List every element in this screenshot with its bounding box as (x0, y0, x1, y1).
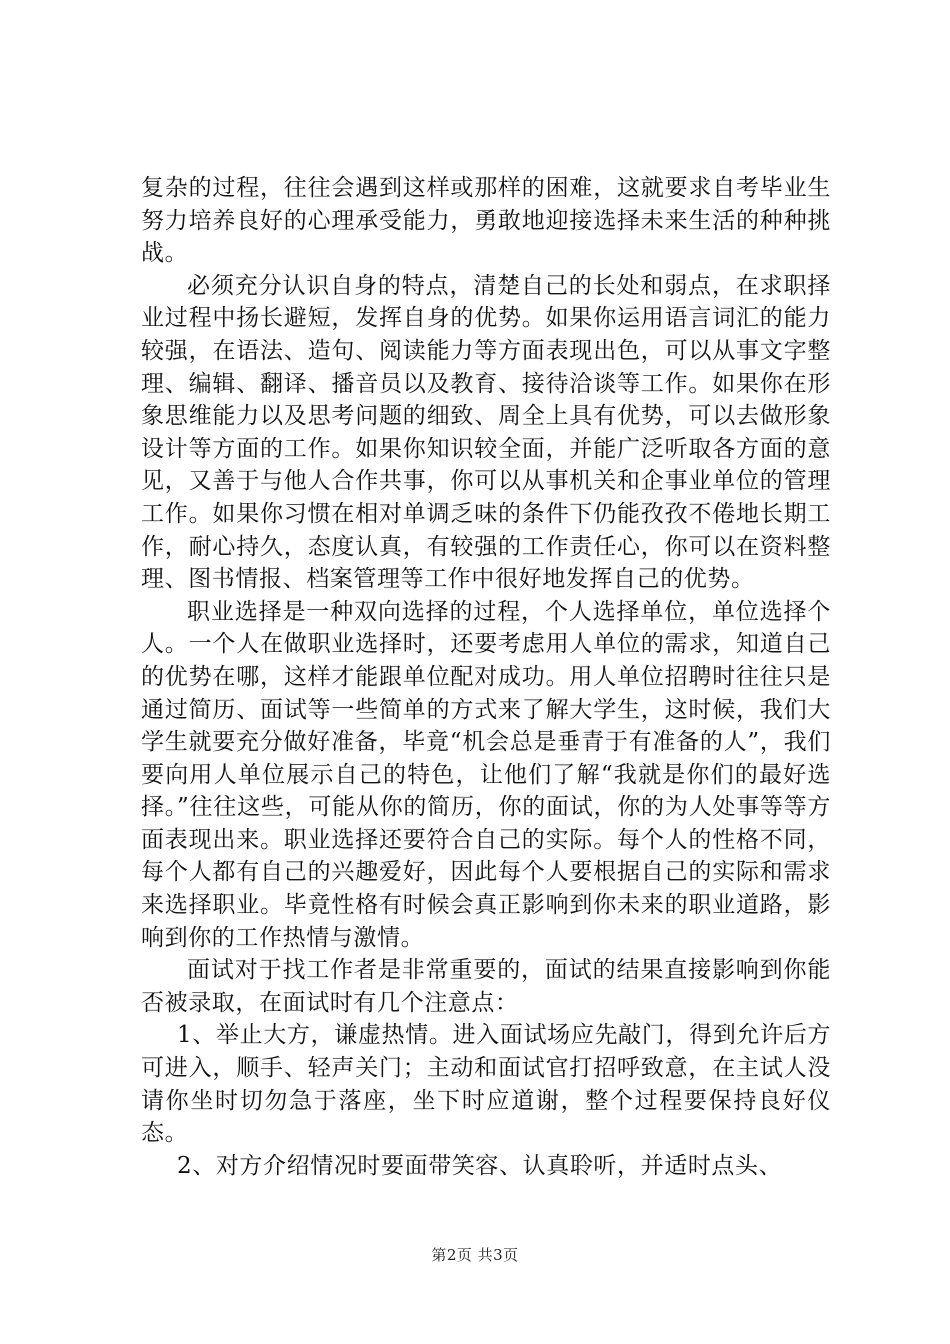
paragraph-self-awareness: 必须充分认识自身的特点，清楚自己的长处和弱点，在求职择业过程中扬长避短，发挥自身的优势。如果你运用语言词汇的能力较强，在语法、造句、阅读能力等方面表现出色，可以从事文字整理、编辑、翻译、播音员以及教育、接待洽谈等工作。如果你在形象思维能力以及思考问题的细致、周全上具有优势，可以去做形象设计等方面的工作。如果你知识较全面，并能广泛听取各方面的意见，又善于与他人合作共事，你可以从事机关和企事业单位的管理工作。如果你习惯在相对单调乏味的条件下仍能孜孜不倦地长期工作，耐心持久，态度认真，有较强的工作责任心，你可以在资料整理、图书情报、档案管理等工作中很好地发挥自己的优势。 (141, 272, 831, 593)
document-body (141, 172, 831, 1182)
paragraph-continuation: 复杂的过程，往往会遇到这样或那样的困难，这就要求自考毕业生努力培养良好的心理承受能力，勇敢地迎接选择未来生活的种种挑战。 (141, 175, 831, 267)
page-footer: 第2页 共3页 (431, 1246, 519, 1264)
list-item-1: 1、举止大方，谦虚热情。进入面试场应先敲门，得到允许后方可进入，顺手、轻声关门；主动和面试官打招呼致意，在主试人没请你坐时切勿急于落座，坐下时应道谢，整个过程要保持良好仪态。 (141, 1022, 831, 1147)
paragraph-career-choice: 职业选择是一种双向选择的过程，个人选择单位，单位选择个人。一个人在做职业选择时，还要考虑用人单位的需求，知道自己的优势在哪，这样才能跟单位配对成功。用人单位招聘时往往只是通过简历、面试等一些简单的方式来了解大学生，这时候，我们大学生就要充分做好准备，毕竟“机会总是垂青于有准备的人”，我们要向用人单位展示自己的特色，让他们了解“我就是你们的最好选择。”往往这些，可能从你的简历，你的面试，你的为人处事等等方面表现出来。职业选择还要符合自己的实际。每个人的性格不同，每个人都有自己的兴趣爱好，因此每个人要根据自己的实际和需求来选择职业。毕竟性格有时候会真正影响到你未来的职业道路，影响到你的工作热情与激情。 (141, 598, 831, 951)
list-item-2: 2、对方介绍情况时要面带笑容、认真聆听，并适时点头、 (177, 1152, 783, 1179)
paragraph-interview-intro: 面试对于找工作者是非常重要的，面试的结果直接影响到你能否被录取，在面试时有几个注意点： (141, 957, 831, 1016)
